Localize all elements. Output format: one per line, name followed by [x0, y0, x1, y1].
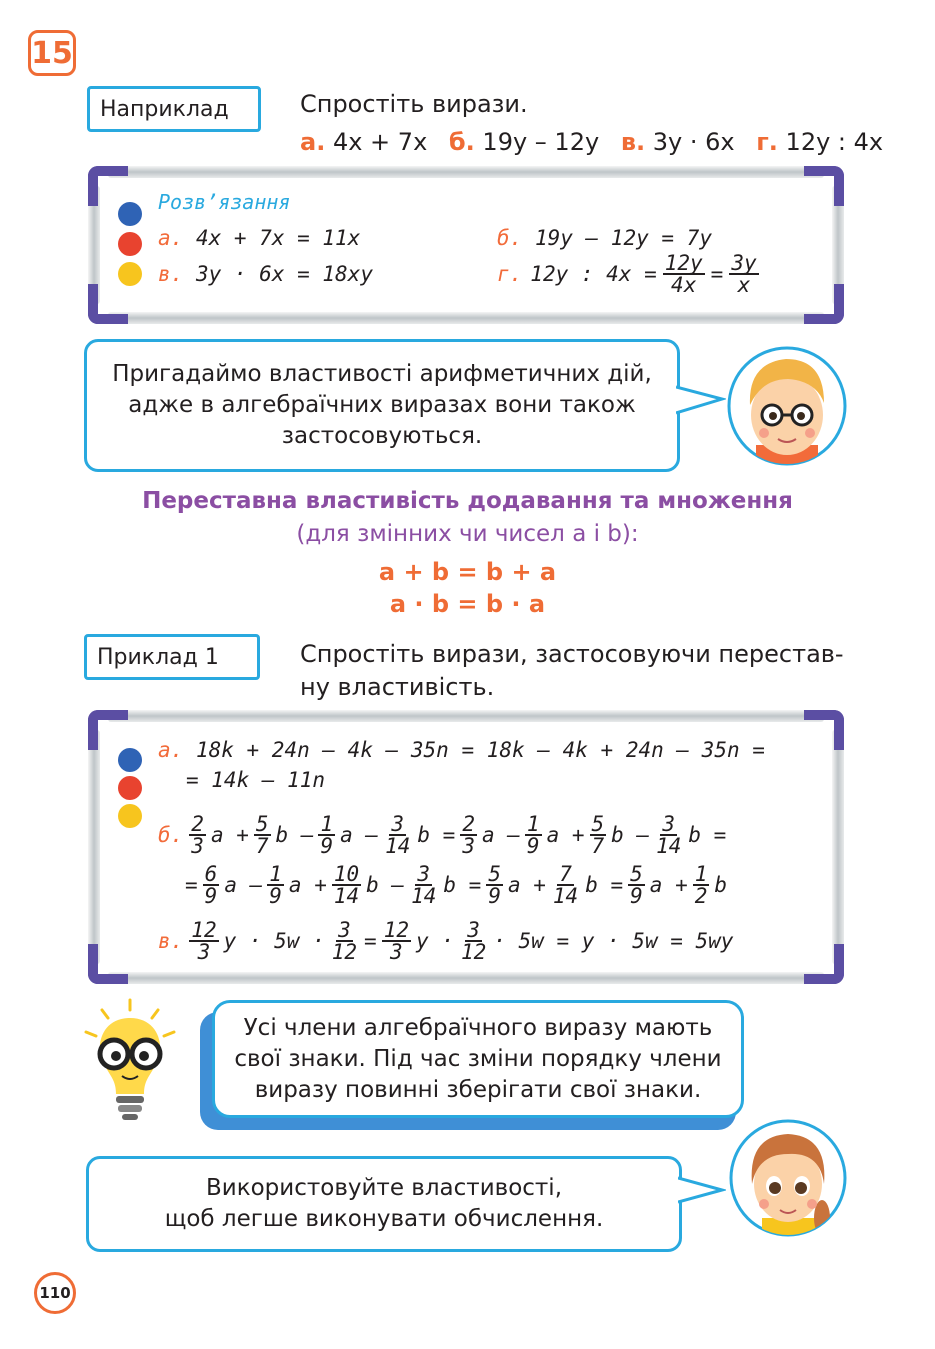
fraction [382, 920, 411, 962]
board-rail-left [88, 730, 100, 964]
fraction-denominator: 9 [320, 834, 334, 858]
expr-text: a – [224, 873, 263, 897]
fraction [383, 814, 412, 856]
expr-text: b – [611, 823, 650, 847]
expr-text: y · 5w · [223, 929, 325, 953]
fraction [189, 814, 206, 856]
board-corner [804, 710, 844, 750]
note-line: Усі члени алгебраїчного виразу мають [243, 1014, 713, 1041]
solution-1-b-label: б. [158, 823, 184, 847]
fraction-numerator: 5 [255, 812, 269, 836]
fraction [332, 864, 361, 906]
expr-b1 [187, 814, 729, 856]
fraction-denominator: 3 [462, 834, 475, 858]
fraction-numerator: 12 [383, 918, 409, 942]
fraction [267, 864, 284, 906]
expr-text: b = [417, 823, 456, 847]
solution-1-a-line2: = 14k – 11n [186, 768, 326, 792]
fraction-denominator: 3 [390, 940, 403, 964]
fraction [330, 920, 359, 962]
fraction [459, 920, 488, 962]
expr-text: a + [210, 823, 249, 847]
bubble-line: щоб легше виконувати обчислення. [164, 1206, 604, 1232]
fraction [189, 920, 218, 962]
fraction-numerator: 3 [417, 862, 431, 886]
fraction-denominator: 9 [488, 884, 501, 908]
task-line: ну властивість. [300, 673, 495, 701]
expr-text: b [714, 873, 728, 897]
yellow-magnet [118, 262, 142, 286]
item-b-label: б. [448, 128, 475, 156]
solution-b-expr: 19y – 12y = 7y [534, 226, 712, 250]
fraction [551, 864, 580, 906]
equals-sign: = [710, 262, 724, 286]
solution-1-a [158, 735, 765, 795]
solution-title: Розв’язання [158, 190, 291, 214]
solution-a-label: а. [158, 226, 184, 250]
solution-g-label: г. [497, 262, 523, 286]
solution-a-expr: 4x + 7x = 11x [195, 226, 361, 250]
fraction-numerator: 3 [662, 812, 676, 836]
fraction-numerator: 3y [731, 251, 757, 275]
expr-text: · 5w = y · 5w = 5wy [493, 929, 734, 953]
lightbulb-glasses-icon [80, 998, 180, 1128]
fraction-numerator: 12y [664, 251, 703, 275]
example-1-tag-label: Приклад 1 [97, 644, 219, 670]
bubble-tail [676, 385, 726, 417]
property-formula-multiplication: a · b = b · a [389, 590, 546, 618]
solution-1-a-line1: 18k + 24n – 4k – 35n = 18k – 4k + 24n – 35n = [195, 738, 765, 762]
fraction-numerator: 2 [191, 812, 204, 836]
expr-v [187, 920, 736, 962]
expr-text: a – [481, 823, 520, 847]
fraction-denominator: 14 [552, 884, 579, 908]
fraction-numerator: 5 [488, 862, 501, 886]
item-g-label: г. [756, 128, 778, 156]
fraction-denominator: 4x [671, 273, 697, 297]
board-rail-bottom [108, 312, 824, 324]
solution-1-b-line2 [182, 862, 730, 908]
note-bubble [212, 1000, 744, 1118]
expr-b2 [182, 864, 730, 906]
girl-avatar [728, 1118, 848, 1238]
fraction-denominator: x [737, 273, 751, 297]
solution-v-label: в. [158, 262, 184, 286]
fraction [460, 814, 477, 856]
board-corner [88, 166, 128, 206]
solution-1-v-line [158, 918, 736, 964]
bubble-line: застосовуються. [281, 423, 483, 449]
property-formula-addition: a + b = b + a [378, 558, 557, 586]
boy-speech-bubble [84, 339, 680, 472]
example-items [300, 128, 883, 156]
fraction [590, 814, 607, 856]
board-corner [88, 710, 128, 750]
page-number: 110 [39, 1284, 71, 1302]
fraction-denominator: 7 [591, 834, 605, 858]
solution-b-label: б. [497, 226, 523, 250]
fraction-numerator: 3 [338, 918, 351, 942]
fraction-denominator: 7 [255, 834, 269, 858]
fraction [203, 864, 220, 906]
item-a-label: а. [300, 128, 326, 156]
girl-speech-bubble [86, 1156, 682, 1252]
fraction-numerator: 10 [333, 862, 360, 886]
fraction-denominator: 14 [333, 884, 360, 908]
fraction-denominator: 12 [331, 940, 358, 964]
bubble-line: адже в алгебраїчних виразах вони також [128, 392, 636, 418]
lesson-number: 15 [31, 35, 73, 71]
blue-magnet [118, 202, 142, 226]
solution-1-b-line1 [158, 812, 729, 858]
fraction-numerator: 1 [269, 862, 282, 886]
board-corner [804, 284, 844, 324]
blue-magnet [118, 748, 142, 772]
fraction-numerator: 12 [191, 918, 217, 942]
expr-text: a + [507, 873, 546, 897]
board-corner [88, 944, 128, 984]
fraction-denominator: 9 [204, 884, 218, 908]
bubble-tail [678, 1176, 726, 1206]
fraction [254, 814, 271, 856]
fraction [318, 814, 335, 856]
fraction [525, 814, 542, 856]
expr-text: a – [340, 823, 379, 847]
fraction [654, 814, 683, 856]
expr-text: = [364, 929, 377, 953]
fraction-denominator: 14 [385, 834, 411, 858]
board-rail-right [832, 730, 844, 964]
board-corner [88, 284, 128, 324]
example-tag [87, 86, 261, 132]
fraction-denominator: 12 [460, 940, 487, 964]
bubble-line: Пригадаймо властивості арифметичних дій, [112, 361, 652, 387]
item-v-expr: 3y · 6x [652, 128, 735, 156]
fraction-denominator: 9 [526, 834, 540, 858]
fraction-numerator: 7 [559, 862, 572, 886]
note-line: свої знаки. Під час зміни порядку члени [234, 1045, 722, 1072]
page-number-badge [34, 1272, 76, 1314]
fraction-denominator: 9 [269, 884, 282, 908]
fraction-denominator: 9 [630, 884, 643, 908]
example-tag-label: Наприклад [100, 96, 229, 122]
solution-1-v-label: в. [158, 929, 184, 953]
fraction-denominator: 14 [656, 834, 682, 858]
fraction-numerator: 3 [467, 918, 480, 942]
expr-text: = [185, 873, 198, 897]
example-1-task [300, 638, 844, 704]
property-title: Переставна властивість додавання та множення [142, 488, 793, 514]
solution-g [497, 246, 765, 302]
fraction [409, 864, 438, 906]
property-subtitle: (для змінних чи чисел a і b): [296, 521, 639, 547]
expr-text: y · [416, 929, 454, 953]
solution-g-expr: 12y : 4x = [530, 262, 657, 286]
fraction [729, 253, 758, 295]
bubble-line: Використовуйте властивості, [205, 1175, 563, 1201]
red-magnet [118, 776, 142, 800]
board-corner [804, 166, 844, 206]
fraction [663, 253, 705, 295]
item-v-label: в. [620, 128, 646, 156]
fraction-denominator: 3 [197, 940, 211, 964]
fraction-numerator: 6 [204, 862, 218, 886]
fraction-numerator: 5 [591, 812, 605, 836]
item-b-expr: 19y – 12y [482, 128, 600, 156]
expr-text: b = [585, 873, 624, 897]
fraction-denominator: 14 [411, 884, 437, 908]
board-rail-top [108, 166, 824, 178]
solution-1-a-label: а. [158, 738, 184, 762]
fraction [693, 864, 710, 906]
solution-a [158, 226, 360, 250]
example-task: Спростіть вирази. [300, 90, 528, 118]
solution-v [158, 262, 373, 286]
solution-v-expr: 3y · 6x = 18xy [195, 262, 373, 286]
board-rail-bottom [108, 972, 824, 984]
fraction [628, 864, 645, 906]
fraction-denominator: 3 [191, 834, 204, 858]
board-corner [804, 944, 844, 984]
expr-text: a + [546, 823, 585, 847]
expr-text: b – [366, 873, 405, 897]
task-line: Спростіть вирази, застосовуючи перестав- [300, 640, 844, 668]
item-g-expr: 12y : 4x [785, 128, 884, 156]
example-1-tag [84, 634, 260, 680]
fraction-numerator: 3 [391, 812, 405, 836]
expr-text: a + [649, 873, 688, 897]
expr-text: a + [288, 873, 327, 897]
lesson-number-badge [28, 30, 76, 76]
fraction-denominator: 2 [694, 884, 708, 908]
boy-avatar [726, 345, 848, 467]
fraction-numerator: 1 [320, 812, 334, 836]
fraction-numerator: 2 [462, 812, 475, 836]
fraction-numerator: 1 [694, 862, 708, 886]
fraction-numerator: 1 [526, 812, 540, 836]
board-rail-top [108, 710, 824, 722]
item-a-expr: 4x + 7x [332, 128, 428, 156]
fraction-numerator: 5 [630, 862, 643, 886]
expr-text: b = [688, 823, 727, 847]
expr-text: b – [275, 823, 314, 847]
note-line: виразу повинні зберігати свої знаки. [254, 1076, 702, 1103]
fraction [486, 864, 503, 906]
expr-text: b = [443, 873, 482, 897]
yellow-magnet [118, 804, 142, 828]
red-magnet [118, 232, 142, 256]
